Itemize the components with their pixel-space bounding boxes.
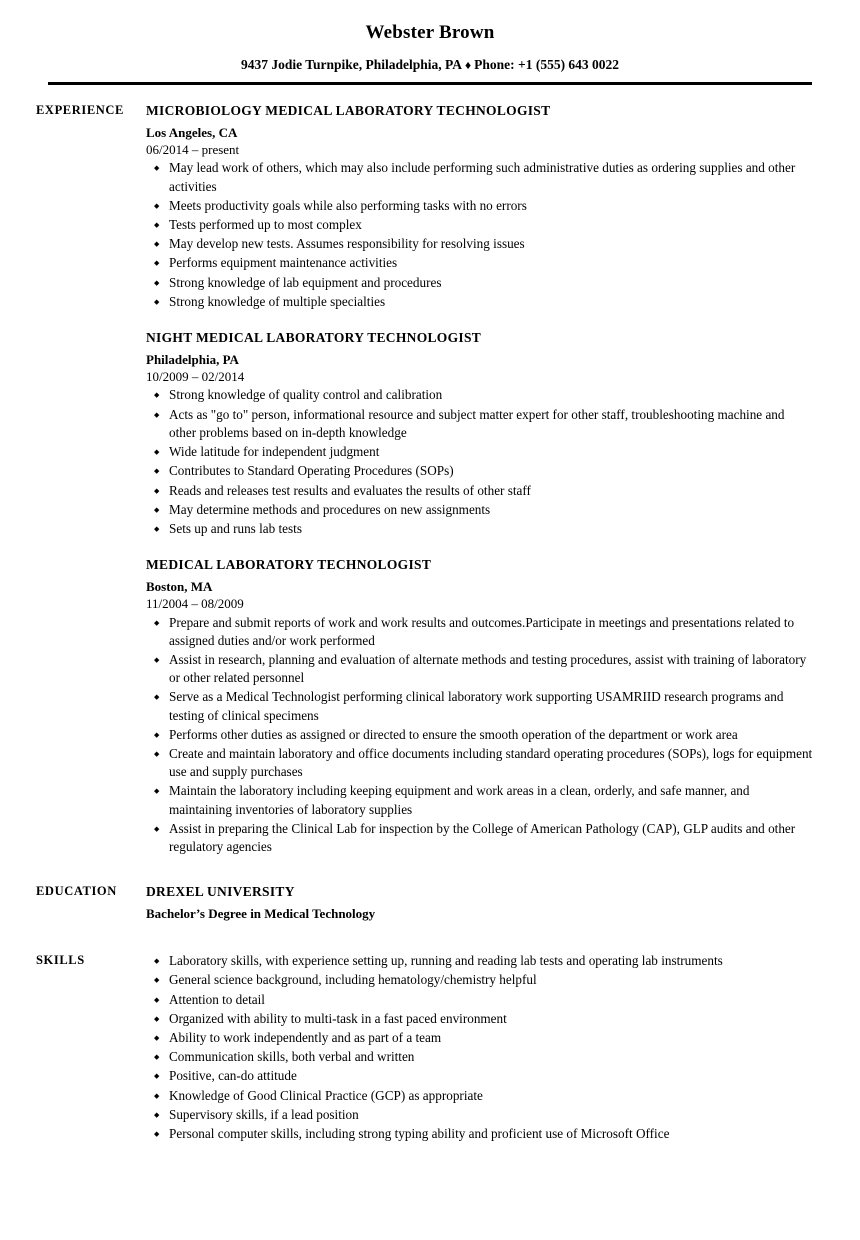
section-skills (0, 952, 860, 1144)
skill-bullet: ◆ Ability to work independently and as part of a team (146, 1029, 814, 1047)
job-bullet: ◆ Wide latitude for independent judgment (146, 443, 814, 461)
job-bullet: ◆ May determine methods and procedures on new assignments (146, 501, 814, 519)
job-location: Los Angeles, CA (146, 124, 238, 140)
section-label-skills: SKILLS (36, 953, 85, 968)
job-bullet: ◆ Prepare and submit reports of work and work results and outcomes.Participate in meetings and presentations related to assigned duties and/or work performed (146, 614, 814, 650)
experience-list (146, 102, 860, 857)
job-dates: 10/2009 – 02/2014 (146, 368, 245, 384)
education-degree: Bachelor’s Degree in Medical Technology (146, 905, 376, 921)
job-bullet-list (146, 614, 814, 857)
header-divider (48, 82, 812, 85)
skill-bullet: ◆ Knowledge of Good Clinical Practice (GCP) as appropriate (146, 1087, 814, 1105)
job-bullet: ◆ Performs other duties as assigned or directed to ensure the smooth operation of the department or work area (146, 726, 814, 744)
skill-bullet: ◆ Laboratory skills, with experience setting up, running and reading lab tests and operating lab instruments (146, 952, 814, 970)
education-item (146, 883, 814, 922)
job-dates: 11/2004 – 08/2009 (146, 595, 244, 611)
job-bullet: ◆ Assist in preparing the Clinical Lab for inspection by the College of American Pathology (CAP), GLP audits and other regulatory agencies (146, 820, 814, 856)
section-experience (0, 102, 860, 857)
candidate-name: Webster Brown (365, 22, 495, 43)
experience-item (146, 556, 814, 856)
skill-bullet: ◆ Organized with ability to multi-task in a fast paced environment (146, 1010, 814, 1028)
skill-bullet-list (146, 952, 814, 1143)
job-bullet: ◆ Sets up and runs lab tests (146, 520, 814, 538)
job-title: NIGHT MEDICAL LABORATORY TECHNOLOGIST (146, 330, 482, 346)
job-location: Philadelphia, PA (146, 351, 239, 367)
experience-item (146, 102, 814, 311)
skills-list (146, 952, 860, 1144)
skill-bullet: ◆ Attention to detail (146, 991, 814, 1009)
skill-bullet: ◆ General science background, including hematology/chemistry helpful (146, 971, 814, 989)
job-bullet: ◆ Strong knowledge of multiple specialties (146, 293, 814, 311)
contact-line (0, 57, 860, 73)
job-dates: 06/2014 – present (146, 141, 240, 157)
education-list (146, 883, 860, 922)
job-bullet: ◆ Maintain the laboratory including keeping equipment and work areas in a clean, orderly, and safe manner, and maintaining inventories of laboratory supplies (146, 782, 814, 818)
job-bullet: ◆ Tests performed up to most complex (146, 216, 814, 234)
job-bullet: ◆ May develop new tests. Assumes responsibility for resolving issues (146, 235, 814, 253)
job-location: Boston, MA (146, 578, 213, 594)
job-bullet: ◆ Performs equipment maintenance activities (146, 254, 814, 272)
job-bullet: ◆ Create and maintain laboratory and office documents including standard operating procedures (SOPs), logs for equipment use and supply purchases (146, 745, 814, 781)
job-bullet: ◆ Serve as a Medical Technologist performing clinical laboratory work supporting USAMRIID research programs and testing of clinical specimens (146, 688, 814, 724)
skill-bullet: ◆ Communication skills, both verbal and written (146, 1048, 814, 1066)
job-bullet: ◆ May lead work of others, which may also include performing such administrative duties as ordering supplies and other activities (146, 159, 814, 195)
skill-bullet: ◆ Personal computer skills, including strong typing ability and proficient use of Microsoft Office (146, 1125, 814, 1143)
job-title: MEDICAL LABORATORY TECHNOLOGIST (146, 557, 432, 573)
job-bullet: ◆ Meets productivity goals while also performing tasks with no errors (146, 197, 814, 215)
job-bullet: ◆ Contributes to Standard Operating Procedures (SOPs) (146, 462, 814, 480)
job-bullet: ◆ Strong knowledge of lab equipment and procedures (146, 274, 814, 292)
section-label-education: EDUCATION (36, 884, 117, 899)
resume-header (0, 0, 860, 85)
job-bullet-list (146, 386, 814, 538)
candidate-address: 9437 Jodie Turnpike, Philadelphia, PA (240, 56, 462, 72)
skill-bullet: ◆ Supervisory skills, if a lead position (146, 1106, 814, 1124)
education-school: DREXEL UNIVERSITY (146, 884, 295, 900)
skill-bullet: ◆ Positive, can-do attitude (146, 1067, 814, 1085)
experience-item (146, 329, 814, 538)
job-bullet: ◆ Strong knowledge of quality control and calibration (146, 386, 814, 404)
job-bullet: ◆ Assist in research, planning and evaluation of alternate methods and testing procedures, assist with training of laboratory or other related personnel (146, 651, 814, 687)
job-bullet: ◆ Reads and releases test results and evaluates the results of other staff (146, 482, 814, 500)
job-title: MICROBIOLOGY MEDICAL LABORATORY TECHNOLOGIST (146, 102, 551, 118)
diamond-separator-icon: ♦ (465, 57, 472, 72)
section-education (0, 883, 860, 922)
section-label-experience: EXPERIENCE (36, 102, 124, 117)
candidate-phone: Phone: +1 (555) 643 0022 (474, 56, 620, 72)
resume-content (0, 102, 860, 1144)
job-bullet: ◆ Acts as "go to" person, informational resource and subject matter expert for other staff, troubleshooting machine and other problems based on in-depth knowledge (146, 406, 814, 442)
job-bullet-list (146, 159, 814, 311)
